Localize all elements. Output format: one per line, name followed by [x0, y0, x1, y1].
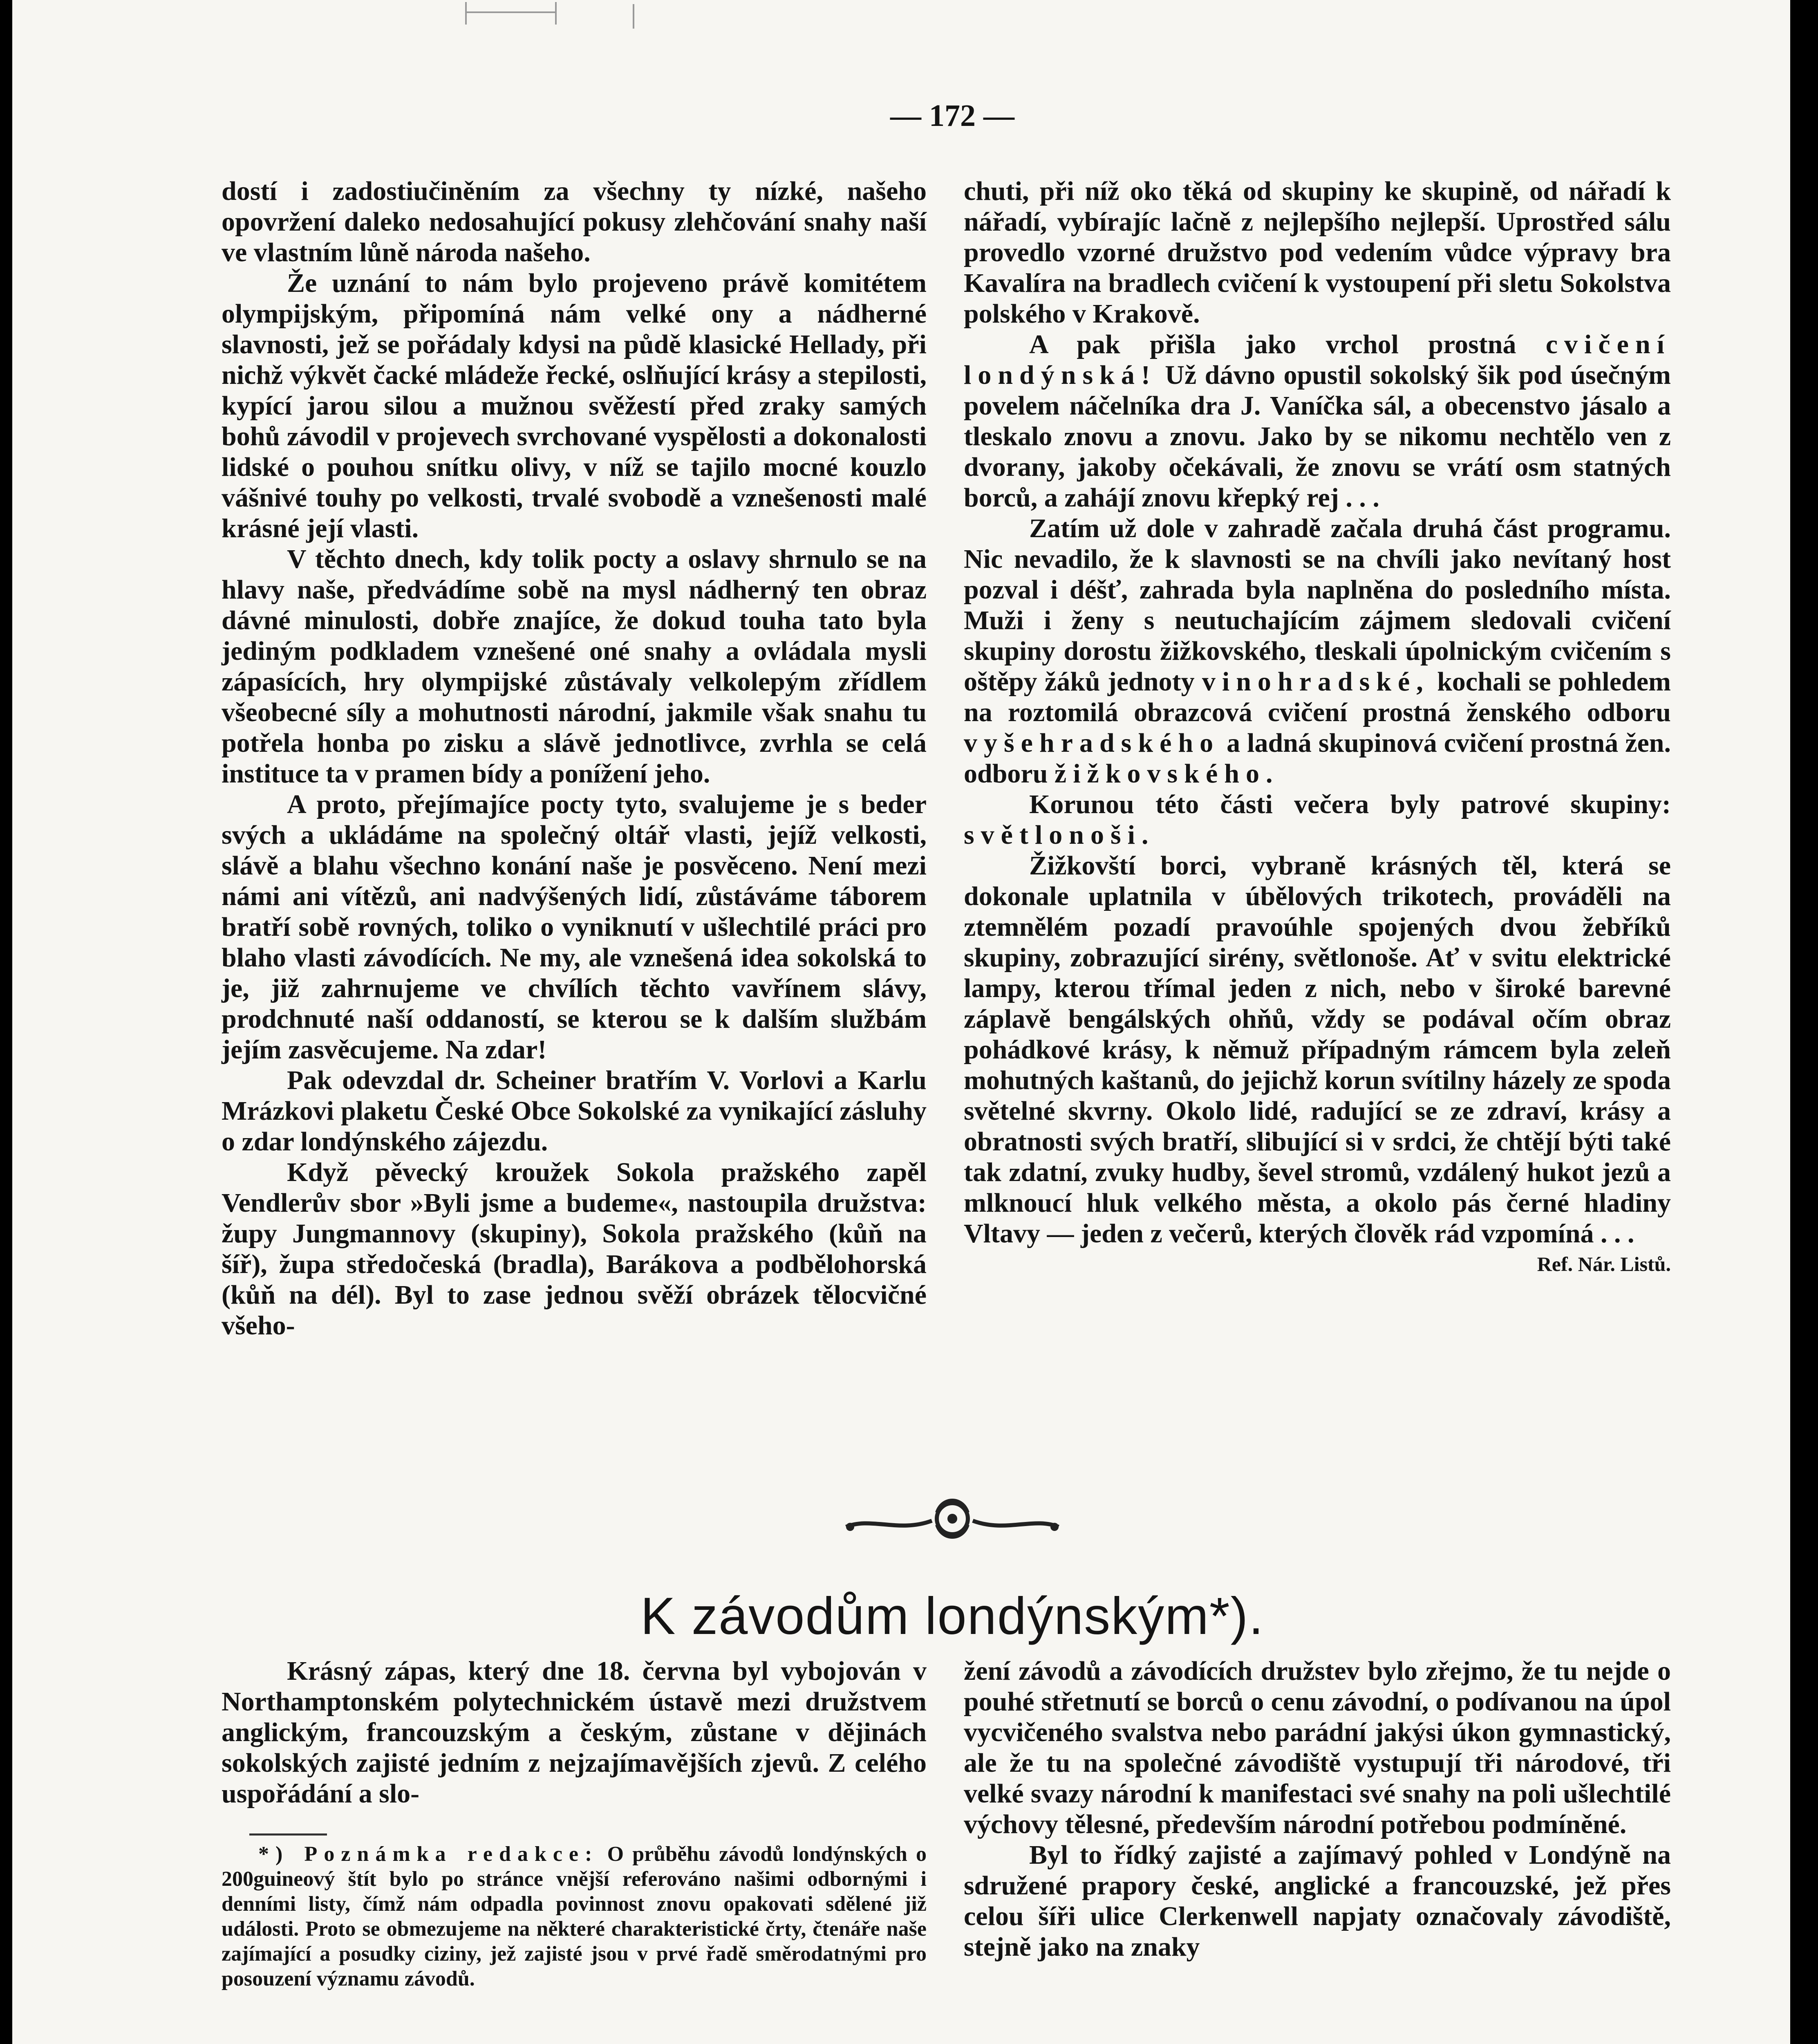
spaced-text: žižkovského.: [1054, 759, 1279, 789]
ornament-divider: [838, 1488, 1067, 1549]
paragraph: [964, 329, 1671, 513]
paragraph: V těchto dnech, kdy tolik pocty a oslavy shrnulo se na hlavy naše, předvádíme sobě na mysl nádherný ten obraz dávné minulosti, dobře znajíce, že dokud touha tato byla jediným podkladem vznešené oné snahy a ovládala mysli zápasících, hry olympijské zůstávaly velkolepým zřídlem všeobecné síly a mohutnosti národní, jakmile však snahu tu potřela honba po zisku a slávě jednotlivce, zvrhla se celá instituce ta v pramen bídy a ponížení jeho.: [222, 544, 927, 789]
paragraph: Když pěvecký kroužek Sokola pražského zapěl Vendlerův sbor »Byli jsme a budeme«, nastoupila družstva: župy Jungmannovy (skupiny), Sokola pražského (kůň na šíř), župa středočeská (bradla), Barákova a podbělohorská (kůň na dél). Byl to zase jednou svěží obrázek tělocvičné všeho-: [222, 1157, 927, 1340]
paragraph: chuti, při níž oko těká od skupiny ke skupině, od nářadí k nářadí, vybírajíc lačně z nejlepšího nejlepší. Uprostřed sálu provedlo vzorné družstvo pod vedením vůdce výpravy bra Kavalíra na bradlech cvičení k vystoupení při sletu Sokolstva polského v Krakově.: [964, 176, 1671, 329]
paragraph: žení závodů a závodících družstev bylo zřejmo, že tu nejde o pouhé střetnutí se borců o cenu závodní, o podívanou na úpol vycvičeného svalstva nebo parádní jakýsi úkon gymnastický, ale že tu na společné závodiště vystupují tři národové, tři velké svazy národní k manifestaci své snahy na poli ušlechtilé výchovy tělesné, především národní potřebou podmíněné.: [964, 1656, 1671, 1839]
source-reference: Ref. Nár. Listů.: [1537, 1253, 1671, 1275]
footnote: [222, 1842, 927, 1991]
scan-edge-mark: [462, 0, 666, 33]
paragraph: Byl to řídký zajisté a zajímavý pohled v Londýně na sdružené prapory české, anglické a francouzské, jež přes celou šíři ulice Clerkenwell napjaty označovaly závodiště, stejně jako na znaky: [964, 1840, 1671, 1962]
spaced-text: vinohradské,: [1202, 667, 1430, 697]
article-column-left: [222, 1656, 927, 1809]
text-run: a ladná skupinová cvičení prostná žen. odboru: [964, 728, 1671, 789]
text-run: Zatím už dole v zahradě začala druhá část programu. Nic nevadilo, že k slavnosti se na chvíli jako nevítaný host pozval i déšť, zahrada byla naplněna do posledního místa. Muži i ženy s neutuchajícím zájmem sledovali cvičení skupiny dorostu žižkovského, tleskali úpolnickým cvičením s oštěpy žáků jednoty: [964, 513, 1671, 697]
paragraph: [964, 789, 1671, 850]
footnote-paragraph: [222, 1842, 927, 1991]
spaced-text: cvičení londýnská!: [964, 329, 1671, 390]
article-column-right: [964, 1656, 1671, 1962]
text-run: kochali se pohledem na roztomilá obrazcová cvičení prostná ženského odboru: [964, 667, 1671, 727]
page: [12, 0, 1790, 2044]
spaced-text: světlonoši.: [964, 820, 1155, 850]
paragraph: dostí i zadostiučiněním za všechny ty nízké, našeho opovržení daleko nedosahující pokusy zlehčování snahy naší ve vlastním lůně národa našeho.: [222, 176, 927, 267]
page-number: — 172 —: [890, 99, 1014, 133]
text-run: Žižkovští borci, vybraně krásných těl, která se dokonale uplatnila v úbělových trikotech, prováděli na ztemnělém pozadí pravoúhle spojených dvou žebříků skupiny, zobrazující sirény, světlonoše. Ať v svitu elektrické lampy, kterou třímal jeden z nich, nebo v široké barevné záplavě bengálských ohňů, vždy se podával očím obraz pohádkové krásy, k němuž případným rámcem byla zeleň mohutných kaštanů, do jejichž korun svítilny házely ze spoda světelné skvrny. Okolo lidé, radující se ze zdraví, krásy a obratnosti svých bratří, slibující si v srdci, že chtějí býti také tak zdatní, zvuky hudby, ševel stromů, vzdálený hukot jezů a mlknoucí hluk velkého města, a okolo pás černé hladiny Vltavy — jeden z večerů, kterých člověk rád vzpomíná . . .: [964, 851, 1671, 1248]
spaced-text: vyšehradského: [964, 728, 1220, 758]
footnote-text: O průběhu závodů londýnských o 200guineový štít bylo po stránce vnější referováno našimi odbornými i denními listy, čímž nám odpadla povinnost znovu opakovati sdělené již události. Proto se obmezujeme na některé charakteristické črty, čtenáře naše zajímající a posudky ciziny, jež zajisté jsou v prvé řadě směrodatnými pro posouzení významu závodů.: [222, 1842, 927, 1990]
footnote-label: *) Poznámka redakce:: [258, 1842, 599, 1866]
paragraph: A proto, přejímajíce pocty tyto, svalujeme je s beder svých a ukládáme na společný oltář vlasti, jejíž velkosti, slávě a blahu všechno konání naše je posvěceno. Není mezi námi ani vítězů, ani nadvýšených lidí, zůstáváme táborem bratří sobě rovných, toliko o vyniknutí v ušlechtilé práci pro blaho vlasti závodících. Ne my, ale vznešená idea sokolská to je, již zahrnujeme ve chvílích těchto vavřínem slávy, prodchnuté naší oddaností, se kterou se k dalším službám jejím zasvěcujeme. Na zdar!: [222, 789, 927, 1065]
article-headline: K závodům londýnským*).: [640, 1587, 1264, 1645]
column-left: [222, 176, 927, 1341]
paragraph: [964, 513, 1671, 789]
paragraph: Že uznání to nám bylo projeveno právě komitétem olympijským, připomíná nám velké ony a nádherné slavnosti, jež se pořádaly kdysi na půdě klasické Hellady, při nichž výkvět čacké mládeže řecké, oslňující krásy a stepilosti, kypící jarou silou a mužnou svěžestí před zraky samých bohů závodil v projevech svrchované vyspělosti a dokonalosti lidské o pouhou snítku olivy, v níž se tajilo mocné kouzlo vášnivé touhy po velkosti, trvalé svobodě a vznešenosti malé krásné její vlasti.: [222, 268, 927, 543]
footnote-rule: [249, 1833, 327, 1836]
text-run: A pak přišla jako vrchol prostná: [1029, 329, 1516, 359]
paragraph: Pak odevzdal dr. Scheiner bratřím V. Vorlovi a Karlu Mrázkovi plaketu České Obce Sokolské za vynikající zásluhy o zdar londýnského zájezdu.: [222, 1065, 927, 1156]
paragraph: Krásný zápas, který dne 18. června byl vybojován v Northamptonském polytechnickém ústavě mezi družstvem anglickým, francouzským a českým, zůstane v dějinách sokolských zajisté jedním z nejzajímavějších zjevů. Z celého uspořádání a slo-: [222, 1656, 927, 1809]
text-run: Korunou této části večera byly patrové skupiny:: [1029, 789, 1671, 819]
column-right: [964, 176, 1671, 1280]
text-run: Už dávno opustil sokolský šik pod úsečným povelem náčelníka dra J. Vaníčka sál, a obecenstvo jásalo a tleskalo znovu a znovu. Jako by se nikomu nechtělo ven z dvorany, jakoby očekávali, že znovu se vrátí osm statných borců, a zahájí znovu křepký rej . . .: [964, 360, 1671, 513]
paragraph: [964, 850, 1671, 1275]
